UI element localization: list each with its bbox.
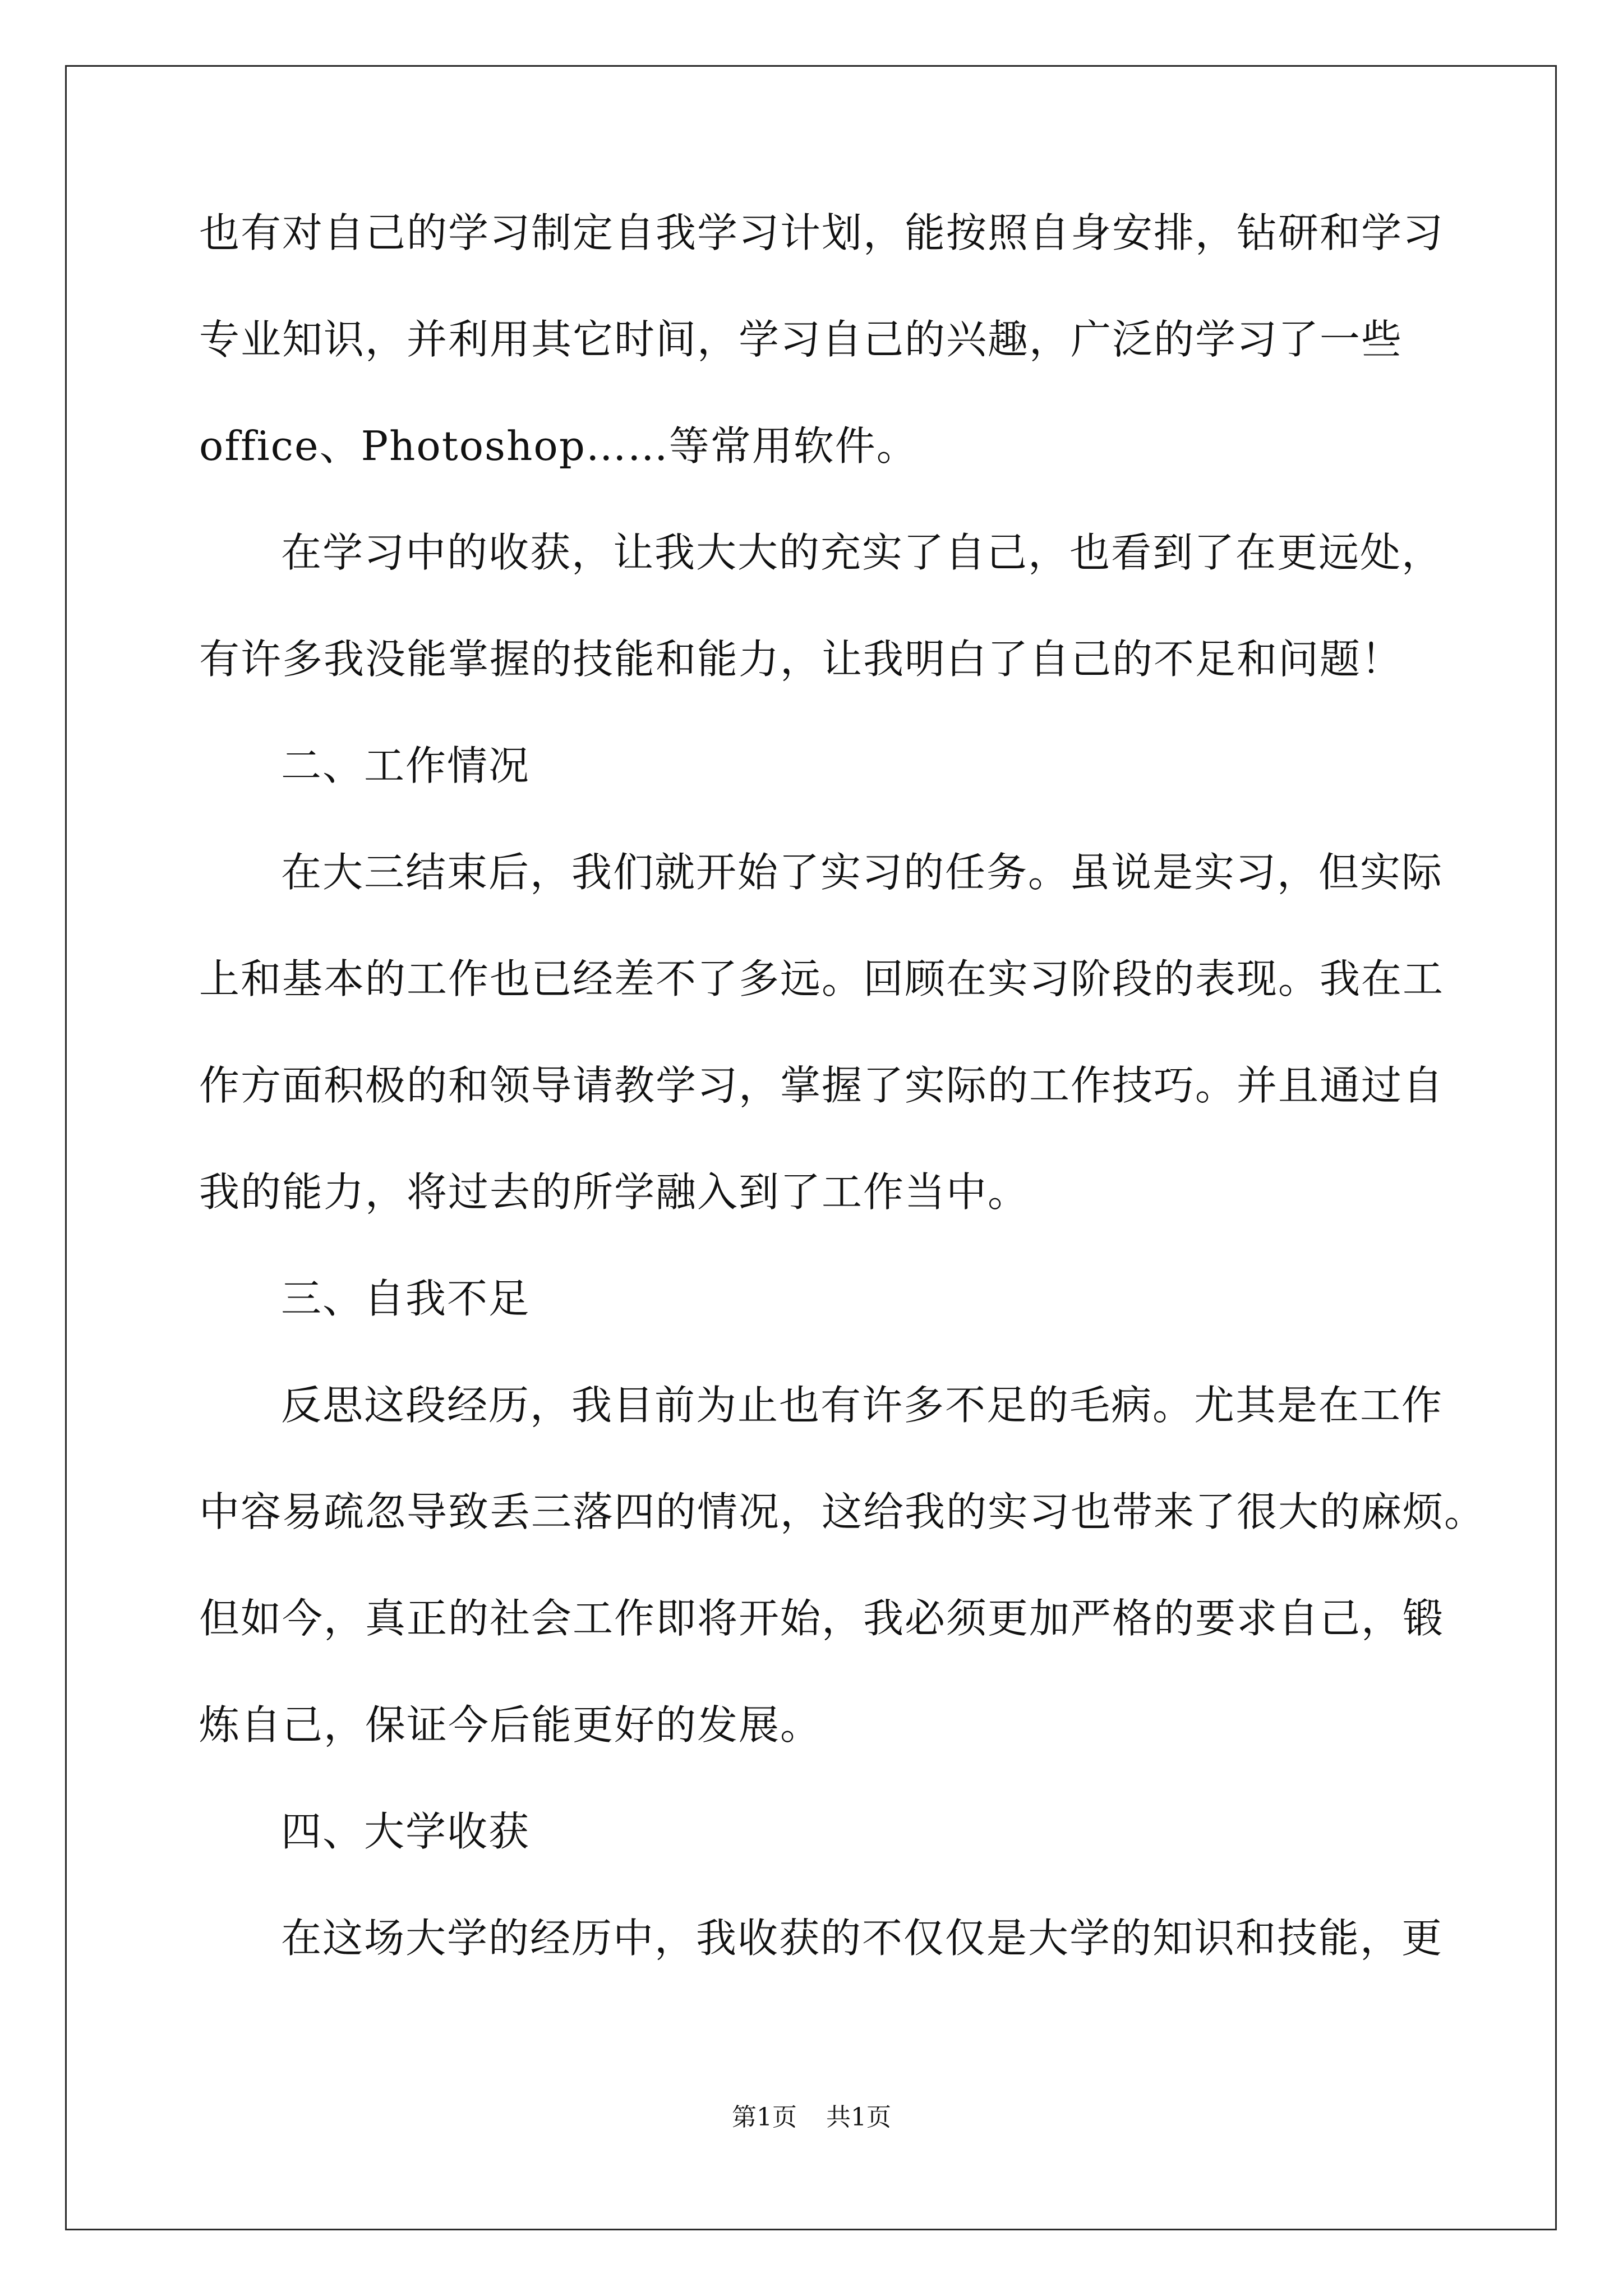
text-line: 中容易疏忽导致丢三落四的情况，这给我的实习也带来了很大的麻烦。: [199, 1488, 1486, 1535]
text-line: 有许多我没能掌握的技能和能力，让我明白了自己的不足和问题！: [199, 636, 1403, 683]
paragraph-first-line: 反思这段经历，我目前为止也有许多不足的毛病。尤其是在工作: [281, 1382, 1444, 1429]
section-heading-shortcomings: 三、自我不足: [281, 1275, 531, 1322]
paragraph-first-line: 在学习中的收获，让我大大的充实了自己，也看到了在更远处，: [281, 529, 1444, 576]
page-footer: [0, 2101, 1623, 2134]
paragraph-first-line: 在这场大学的经历中，我收获的不仅仅是大学的知识和技能，更: [281, 1915, 1444, 1962]
text-line: office、Photoshop……等常用软件。: [199, 422, 918, 470]
text-line: 也有对自己的学习制定自我学习计划，能按照自身安排，钻研和学习: [199, 209, 1445, 256]
paragraph-first-line: 在大三结束后，我们就开始了实习的任务。虽说是实习，但实际: [281, 849, 1444, 896]
page-total: 共1页: [826, 2103, 891, 2132]
page-border: [65, 65, 1557, 2230]
text-line: 上和基本的工作也已经差不了多远。回顾在实习阶段的表现。我在工: [199, 955, 1445, 1002]
section-heading-work: 二、工作情况: [281, 742, 531, 789]
text-line: 炼自己，保证今后能更好的发展。: [199, 1701, 822, 1749]
text-line: 专业知识，并利用其它时间，学习自己的兴趣，广泛的学习了一些: [199, 316, 1403, 363]
text-line: 但如今，真正的社会工作即将开始，我必须更加严格的要求自己，锻: [199, 1595, 1445, 1642]
text-line: 作方面积极的和领导请教学习，掌握了实际的工作技巧。并且通过自: [199, 1062, 1445, 1109]
page-number: 第1页: [732, 2103, 797, 2132]
text-line: 我的能力，将过去的所学融入到了工作当中。: [199, 1168, 1030, 1216]
section-heading-gains: 四、大学收获: [281, 1808, 531, 1855]
